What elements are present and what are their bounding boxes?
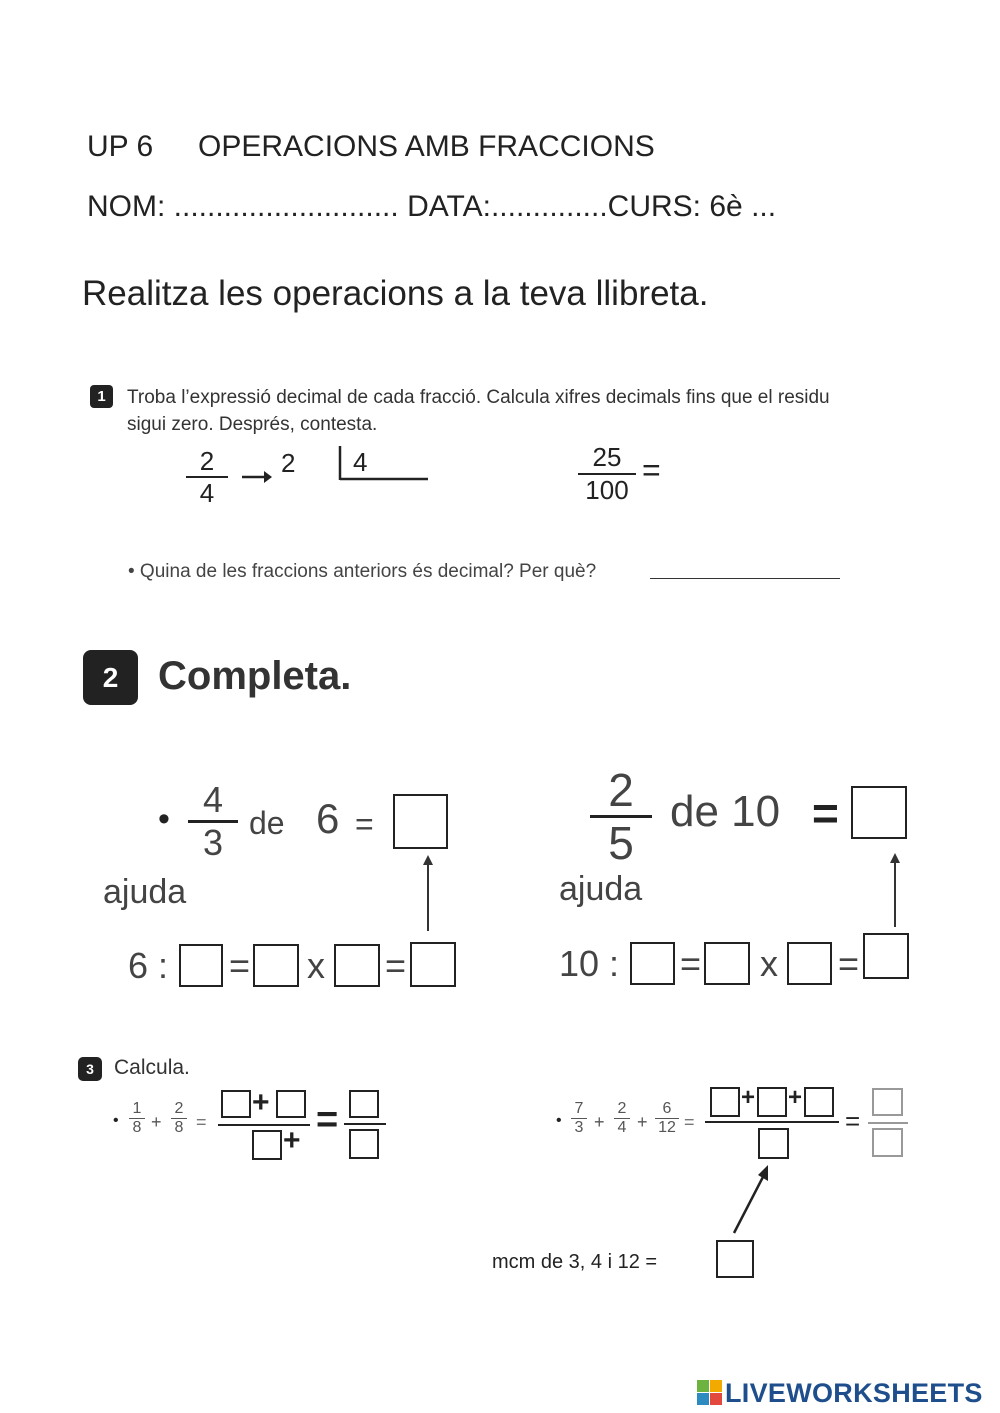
ex3-right-fraction-6-12 bbox=[655, 1100, 679, 1137]
ex2-right-factor-box[interactable] bbox=[787, 942, 832, 985]
ex3-right-denominator-box[interactable] bbox=[758, 1128, 789, 1159]
ex2-left-equals: = bbox=[355, 806, 374, 842]
ex3-left-fraction-2-8 bbox=[171, 1100, 187, 1137]
ex2-left-value: 6 bbox=[316, 795, 340, 842]
fraction-denominator: 5 bbox=[608, 817, 634, 869]
division-divisor: 4 bbox=[353, 447, 368, 477]
ex3-left-result-bar bbox=[344, 1123, 386, 1125]
plus-sign: + bbox=[741, 1084, 756, 1111]
equals-sign: = bbox=[196, 1112, 207, 1132]
ex3-right-result-bar bbox=[868, 1122, 908, 1124]
plus-sign: + bbox=[283, 1124, 301, 1157]
ex3-right-numerator-box-1[interactable] bbox=[710, 1087, 740, 1117]
ex2-right-de-value: de 10 bbox=[670, 787, 781, 836]
name-field[interactable]: ........................... bbox=[173, 190, 399, 223]
ex3-right-result-denominator-box[interactable] bbox=[872, 1128, 903, 1157]
fraction-denominator: 4 bbox=[199, 478, 215, 508]
ex3-left-numerator-box-2[interactable] bbox=[276, 1090, 306, 1118]
fraction-denominator: 4 bbox=[617, 1119, 627, 1136]
fraction-denominator: 12 bbox=[658, 1119, 676, 1136]
ex2-right-equals: = bbox=[812, 787, 839, 839]
arrow-up-icon bbox=[420, 855, 436, 933]
ex3-left-fraction-1-8 bbox=[129, 1100, 145, 1137]
ex2-left-result-box[interactable] bbox=[410, 942, 456, 987]
arrow-right-icon bbox=[242, 469, 272, 485]
ex1-question: • Quina de les fraccions anteriors és decimal? Per què? bbox=[128, 561, 597, 582]
ex3-left-result-numerator-box[interactable] bbox=[349, 1090, 379, 1118]
ex2-left-eq2: = bbox=[385, 945, 407, 986]
exercise-3-badge: 3 bbox=[78, 1057, 102, 1081]
plus-sign: + bbox=[637, 1112, 648, 1132]
plus-sign: + bbox=[151, 1112, 162, 1132]
fraction-denominator: 8 bbox=[132, 1119, 142, 1136]
fraction-numerator: 1 bbox=[132, 1100, 142, 1117]
fraction-denominator: 3 bbox=[574, 1119, 584, 1136]
arrow-up-icon bbox=[887, 853, 903, 929]
arrow-diagonal-icon bbox=[728, 1165, 772, 1237]
exercise-2-title: Completa. bbox=[158, 654, 352, 698]
exercise-1-badge: 1 bbox=[90, 385, 113, 408]
equals-sign: = bbox=[316, 1099, 339, 1141]
division-dividend: 2 bbox=[281, 448, 296, 478]
fraction-numerator: 2 bbox=[199, 446, 215, 476]
ex2-left-chain-start: 6 : bbox=[128, 945, 169, 986]
ex2-right-quotient-box[interactable] bbox=[704, 942, 750, 985]
ex3-right-fraction-7-3 bbox=[571, 1100, 587, 1137]
ex2-left-times: x bbox=[307, 945, 325, 986]
student-info-row bbox=[87, 190, 776, 224]
bullet: • bbox=[158, 800, 170, 838]
ex1-equals: = bbox=[642, 452, 661, 488]
worksheet-title: OPERACIONS AMB FRACCIONS bbox=[198, 130, 655, 163]
ex1-fraction-25-100 bbox=[578, 442, 636, 506]
unit-label: UP 6 bbox=[87, 130, 154, 163]
ex2-right-divisor-box[interactable] bbox=[630, 942, 675, 985]
date-label: DATA: bbox=[407, 190, 491, 223]
name-label: NOM: bbox=[87, 190, 166, 223]
ex2-fraction-2-5 bbox=[590, 765, 652, 868]
equals-sign: = bbox=[845, 1106, 861, 1136]
plus-sign: + bbox=[594, 1112, 605, 1132]
ex2-right-result-box[interactable] bbox=[863, 933, 909, 979]
ex2-right-eq1: = bbox=[680, 943, 702, 984]
ex1-answer-line[interactable] bbox=[650, 578, 840, 579]
fraction-denominator: 8 bbox=[174, 1119, 184, 1136]
ex3-left-numerator-box-1[interactable] bbox=[221, 1090, 251, 1118]
ex3-right-fraction-2-4 bbox=[614, 1100, 630, 1137]
mcm-answer-box[interactable] bbox=[716, 1240, 754, 1278]
exercise-3-title: Calcula. bbox=[114, 1056, 190, 1079]
mcm-label: mcm de 3, 4 i 12 = bbox=[492, 1251, 658, 1273]
ex2-right-help-label: ajuda bbox=[559, 870, 643, 908]
equals-sign: = bbox=[684, 1112, 695, 1132]
ex2-left-answer-box[interactable] bbox=[393, 794, 448, 849]
liveworksheets-logo-icon bbox=[697, 1380, 723, 1406]
ex2-right-times: x bbox=[760, 943, 778, 984]
ex2-left-eq1: = bbox=[229, 945, 251, 986]
ex2-left-de: de bbox=[249, 805, 285, 841]
ex3-right-fraction-bar bbox=[705, 1121, 839, 1123]
date-field[interactable]: .............. bbox=[490, 190, 608, 223]
ex3-right-numerator-box-2[interactable] bbox=[757, 1087, 787, 1117]
ex2-left-divisor-box[interactable] bbox=[179, 944, 223, 987]
ex2-right-eq2: = bbox=[838, 943, 860, 984]
plus-sign: + bbox=[252, 1086, 270, 1119]
bullet: • bbox=[556, 1112, 562, 1129]
fraction-numerator: 4 bbox=[202, 779, 224, 820]
exercise-1-line1: Troba l’expressió decimal de cada fracció. Calcula xifres decimals fins que el residu bbox=[127, 387, 830, 408]
fraction-denominator: 100 bbox=[585, 475, 629, 505]
bullet: • bbox=[113, 1112, 119, 1129]
course-field[interactable]: 6è ... bbox=[709, 190, 777, 223]
instruction-text: Realitza les operacions a la teva llibreta. bbox=[82, 274, 709, 313]
fraction-denominator: 3 bbox=[202, 822, 224, 863]
fraction-numerator: 6 bbox=[662, 1100, 672, 1117]
fraction-numerator: 2 bbox=[174, 1100, 184, 1117]
ex3-right-numerator-box-3[interactable] bbox=[804, 1087, 834, 1117]
ex2-fraction-4-3 bbox=[188, 780, 238, 863]
ex3-left-result-denominator-box[interactable] bbox=[349, 1129, 379, 1159]
ex2-right-chain-start: 10 : bbox=[559, 943, 620, 984]
ex2-left-quotient-box[interactable] bbox=[253, 944, 299, 987]
exercise-2-badge: 2 bbox=[83, 650, 138, 705]
division-bracket bbox=[338, 446, 430, 482]
ex1-fraction-2-4 bbox=[186, 446, 228, 508]
liveworksheets-brand: LIVEWORKSHEETS bbox=[725, 1377, 983, 1408]
fraction-numerator: 25 bbox=[592, 442, 622, 472]
fraction-numerator: 7 bbox=[574, 1100, 584, 1117]
ex2-left-factor-box[interactable] bbox=[334, 944, 380, 987]
fraction-numerator: 2 bbox=[608, 764, 634, 816]
exercise-1-line2: sigui zero. Després, contesta. bbox=[127, 414, 378, 435]
ex2-right-answer-box[interactable] bbox=[851, 786, 907, 839]
liveworksheets-logo bbox=[697, 1378, 983, 1408]
exercise-1-instruction bbox=[127, 384, 830, 438]
fraction-numerator: 2 bbox=[617, 1100, 627, 1117]
ex3-right-result-numerator-box[interactable] bbox=[872, 1088, 903, 1116]
course-label: CURS: bbox=[607, 190, 702, 223]
ex2-left-help-label: ajuda bbox=[103, 873, 187, 911]
plus-sign: + bbox=[788, 1084, 803, 1111]
ex3-left-denominator-box[interactable] bbox=[252, 1130, 282, 1160]
